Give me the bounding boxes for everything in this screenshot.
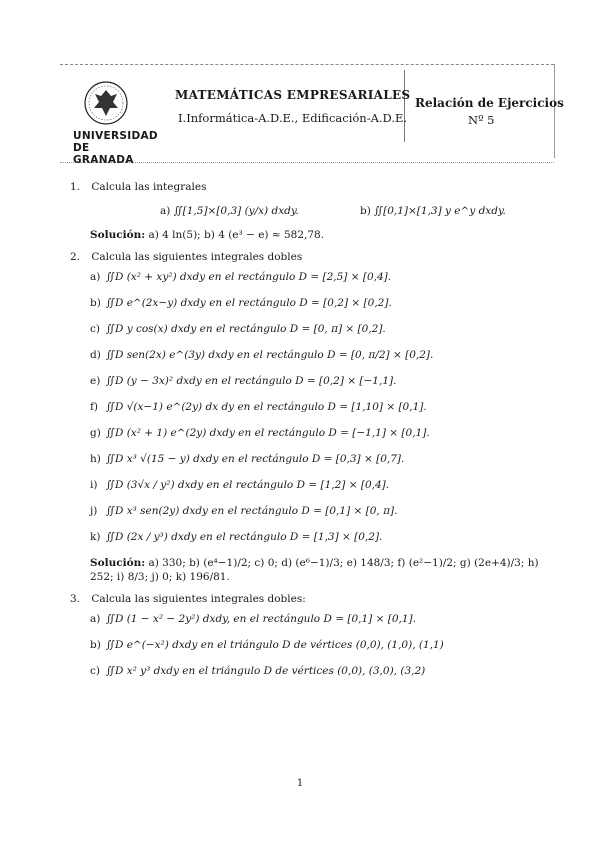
item-label: f) [90,401,98,413]
question-2-item-j [90,498,560,524]
question-prompt: Calcula las siguientes integrales dobles: [91,593,306,605]
item-label: i) [90,479,98,491]
solution-label: Solución: [90,557,146,569]
item-label: b) [90,639,101,651]
question-2-item-e [90,368,560,394]
item-expression: ∬D (x² + 1) e^(2y) dxdy en el rectángulo D = [−1,1] × [0,1]. [106,427,430,439]
question-2-solution [90,556,560,584]
item-expression: ∬D (3√x / y²) dxdy en el rectángulo D = [1,2] × [0,4]. [106,479,390,491]
solution-text: a) 330; b) (e⁴−1)/2; c) 0; d) (e⁶−1)/3; e) 148/3; f) (e²−1)/2; g) (2e+4)/3; h) 252; i) 8/3; j) 0; k) 196/81. [90,557,539,583]
item-label: g) [90,427,101,439]
question-1-part-b [360,204,560,218]
question-prompt: Calcula las integrales [91,181,207,193]
item-expression: ∬D √(x−1) e^(2y) dx dy en el rectángulo D = [1,10] × [0,1]. [106,401,427,413]
question-1-solution [90,228,560,242]
item-label: b) [90,297,101,309]
question-2-item-b [90,290,560,316]
item-expression: ∬D e^(−x²) dxdy en el triángulo D de vértices (0,0), (1,0), (1,1) [106,639,444,651]
question-3-item-b [90,632,560,658]
question-number: 1. [70,181,81,193]
university-line-2: DE GRANADA [73,142,134,166]
question-3-item-a [90,606,560,632]
page-number: 1 [296,778,304,789]
part-label: a) [160,205,171,217]
item-expression: ∬D x³ √(15 − y) dxdy en el rectángulo D = [0,3] × [0,7]. [106,453,405,465]
item-expression: ∬D (1 − x² − 2y²) dxdy, en el rectángulo D = [0,1] × [0,1]. [106,613,416,625]
question-2 [70,250,560,264]
question-1-part-a [160,204,360,218]
question-2-item-f [90,394,560,420]
item-label: h) [90,453,101,465]
item-expression: ∬D x³ sen(2y) dxdy en el rectángulo D = [0,1] × [0, π]. [106,505,398,517]
question-2-item-d [90,342,560,368]
item-label: d) [90,349,101,361]
university-crest-icon [83,80,129,126]
item-label: a) [90,613,101,625]
item-expression: ∬D e^(2x−y) dxdy en el rectángulo D = [0,2] × [0,2]. [106,297,392,309]
course-title: MATEMÁTICAS EMPRESARIALES [175,88,411,102]
item-expression: ∬D (y − 3x)² dxdy en el rectángulo D = [0,2] × [−1,1]. [106,375,397,387]
exercise-title: Relación de Ejercicios [415,96,564,110]
course-subtitle: I.Informática-A.D.E., Edificación-A.D.E. [178,111,408,125]
question-prompt: Calcula las siguientes integrales dobles [91,251,303,263]
exercise-number: Nº 5 [468,113,495,127]
question-2-item-c [90,316,560,342]
question-1 [70,180,560,194]
item-label: e) [90,375,101,387]
university-name [73,130,158,166]
question-2-item-k [90,524,560,550]
item-label: k) [90,531,101,543]
question-number: 2. [70,251,81,263]
item-label: a) [90,271,101,283]
item-expression: ∬D sen(2x) e^(3y) dxdy en el rectángulo D = [0, π/2] × [0,2]. [106,349,434,361]
question-3-item-c [90,658,560,684]
question-3 [70,592,560,606]
university-line-1: UNIVERSIDAD [73,130,158,142]
solution-text: a) 4 ln(5); b) 4 (e³ − e) ≈ 582,78. [148,229,325,241]
exercise-list [70,180,560,684]
part-label: b) [360,205,371,217]
item-expression: ∬D (x² + xy²) dxdy en el rectángulo D = [2,5] × [0,4]. [106,271,392,283]
item-label: j) [90,505,98,517]
item-label: c) [90,665,100,677]
item-label: c) [90,323,100,335]
header-divider [404,70,405,142]
question-2-item-i [90,472,560,498]
question-2-item-g [90,420,560,446]
part-expression: ∬[0,1]×[1,3] y e^y dxdy. [374,205,506,217]
question-2-item-h [90,446,560,472]
part-expression: ∬[1,5]×[0,3] (y/x) dxdy. [173,205,299,217]
item-expression: ∬D x² y³ dxdy en el triángulo D de vértices (0,0), (3,0), (3,2) [106,665,426,677]
question-number: 3. [70,593,81,605]
item-expression: ∬D y cos(x) dxdy en el rectángulo D = [0, π] × [0,2]. [106,323,386,335]
item-expression: ∬D (2x / y³) dxdy en el rectángulo D = [1,3] × [0,2]. [106,531,383,543]
solution-label: Solución: [90,229,146,241]
header-right-border [554,64,555,158]
question-1-parts [160,204,560,218]
question-2-item-a [90,264,560,290]
